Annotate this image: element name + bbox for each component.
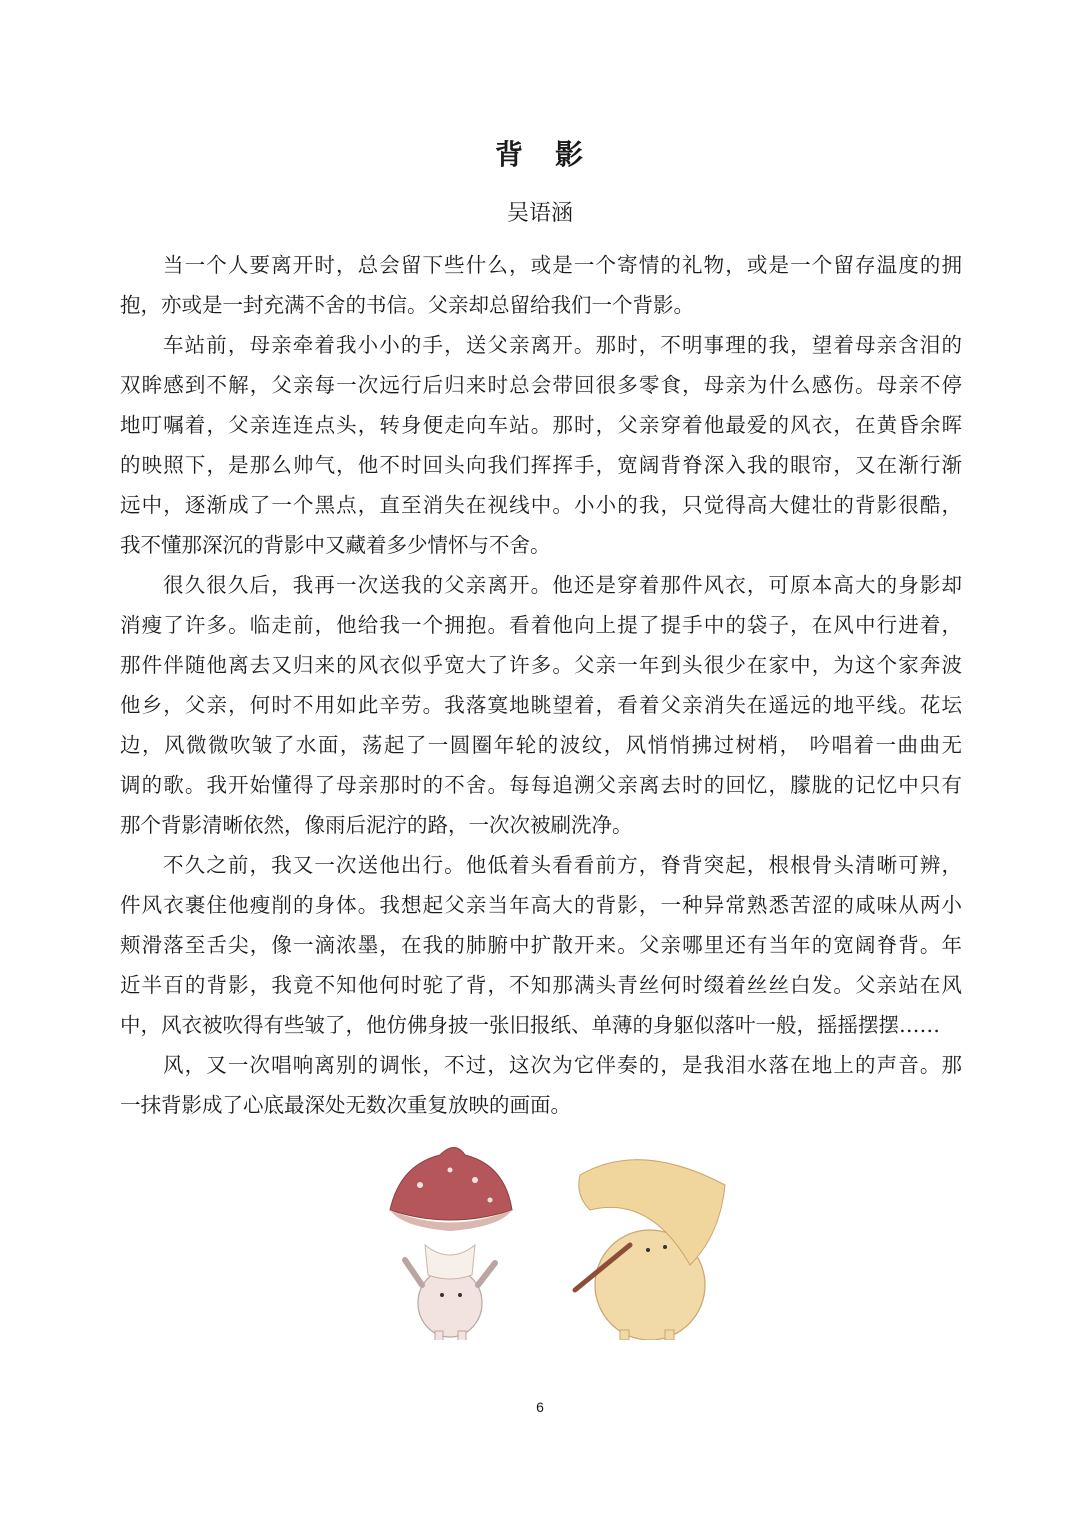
text-line: 调的歌。我开始懂得了母亲那时的不舍。每每追溯父亲离去时的回忆，朦胧的记忆中只有 (120, 773, 962, 797)
text-line: 车站前，母亲牵着我小小的手，送父亲离开。那时，不明事理的我，望着母亲含泪的 (163, 333, 962, 357)
paragraph (120, 248, 962, 328)
text-line: 颊滑落至舌尖，像一滴浓墨，在我的肺腑中扩散开来。父亲哪里还有当年的宽阔脊背。年 (120, 933, 962, 957)
text-line: 风，又一次唱响离别的调怅，不过，这次为它伴奏的，是我泪水落在地上的声音。那 (163, 1053, 962, 1077)
text-line: 当一个人要离开时，总会留下些什么，或是一个寄情的礼物，或是一个留存温度的拥 (163, 253, 962, 277)
text-line: 抱，亦或是一封充满不舍的书信。父亲却总留给我们一个背影。 (120, 293, 694, 317)
text-line: 边，风微微吹皱了水面，荡起了一圆圈年轮的波纹，风悄悄拂过树梢， 吟唱着一曲曲无 (120, 733, 962, 757)
text-line: 他乡，父亲，何时不用如此辛劳。我落寞地眺望着，看着父亲消失在遥远的地平线。花坛 (120, 693, 962, 717)
paragraph (120, 568, 962, 848)
text-line: 我不懂那深沉的背影中又藏着多少情怀与不舍。 (120, 533, 551, 557)
text-line: 远中，逐渐成了一个黑点，直至消失在视线中。小小的我，只觉得高大健壮的背影很酷， (120, 493, 962, 517)
text-line: 很久很久后，我再一次送我的父亲离开。他还是穿着那件风衣，可原本高大的身影却 (163, 573, 962, 597)
text-line: 件风衣裹住他瘦削的身体。我想起父亲当年高大的背影，一种异常熟悉苦涩的咸味从两小 (120, 893, 962, 917)
author-name: 吴语涵 (506, 201, 573, 226)
text-line: 地叮嘱着，父亲连连点头，转身便走向车站。那时，父亲穿着他最爱的风衣，在黄昏余晖 (120, 413, 962, 437)
text-line: 的映照下，是那么帅气，他不时回头向我们挥挥手，宽阔背脊深入我的眼帘，又在渐行渐 (120, 453, 962, 477)
text-line: 一抹背影成了心底最深处无数次重复放映的画面。 (120, 1093, 571, 1117)
text-line: 消瘦了许多。临走前，他给我一个拥抱。看着他向上提了提手中的袋子，在风中行进着， (120, 613, 962, 637)
text-line: 那件伴随他离去又归来的风衣似乎宽大了许多。父亲一年到头很少在家中，为这个家奔波 (120, 653, 962, 677)
text-line: 那个背影清晰依然，像雨后泥泞的路，一次次被刷洗净。 (120, 813, 633, 837)
yellow-mushroom-character (575, 1160, 725, 1340)
mushroom-characters-illustration (380, 1135, 740, 1340)
paragraph (120, 328, 962, 568)
text-line: 中，风衣被吹得有些皱了，他仿佛身披一张旧报纸、单薄的身躯似落叶一般，摇摇摆摆…… (120, 1013, 940, 1037)
paragraph (120, 1048, 962, 1128)
red-mushroom-character (390, 1148, 512, 1341)
text-line: 双眸感到不解，父亲每一次远行后归来时总会带回很多零食，母亲为什么感伤。母亲不停 (120, 373, 962, 397)
page-number: 6 (536, 1399, 544, 1415)
paragraph (120, 848, 962, 1048)
text-line: 不久之前，我又一次送他出行。他低着头看看前方，脊背突起，根根骨头清晰可辨， (163, 853, 962, 877)
article-body (120, 248, 962, 1128)
page-title: 背 影 (494, 138, 585, 171)
text-line: 近半百的背影，我竟不知他何时驼了背，不知那满头青丝何时缀着丝丝白发。父亲站在风 (120, 973, 962, 997)
